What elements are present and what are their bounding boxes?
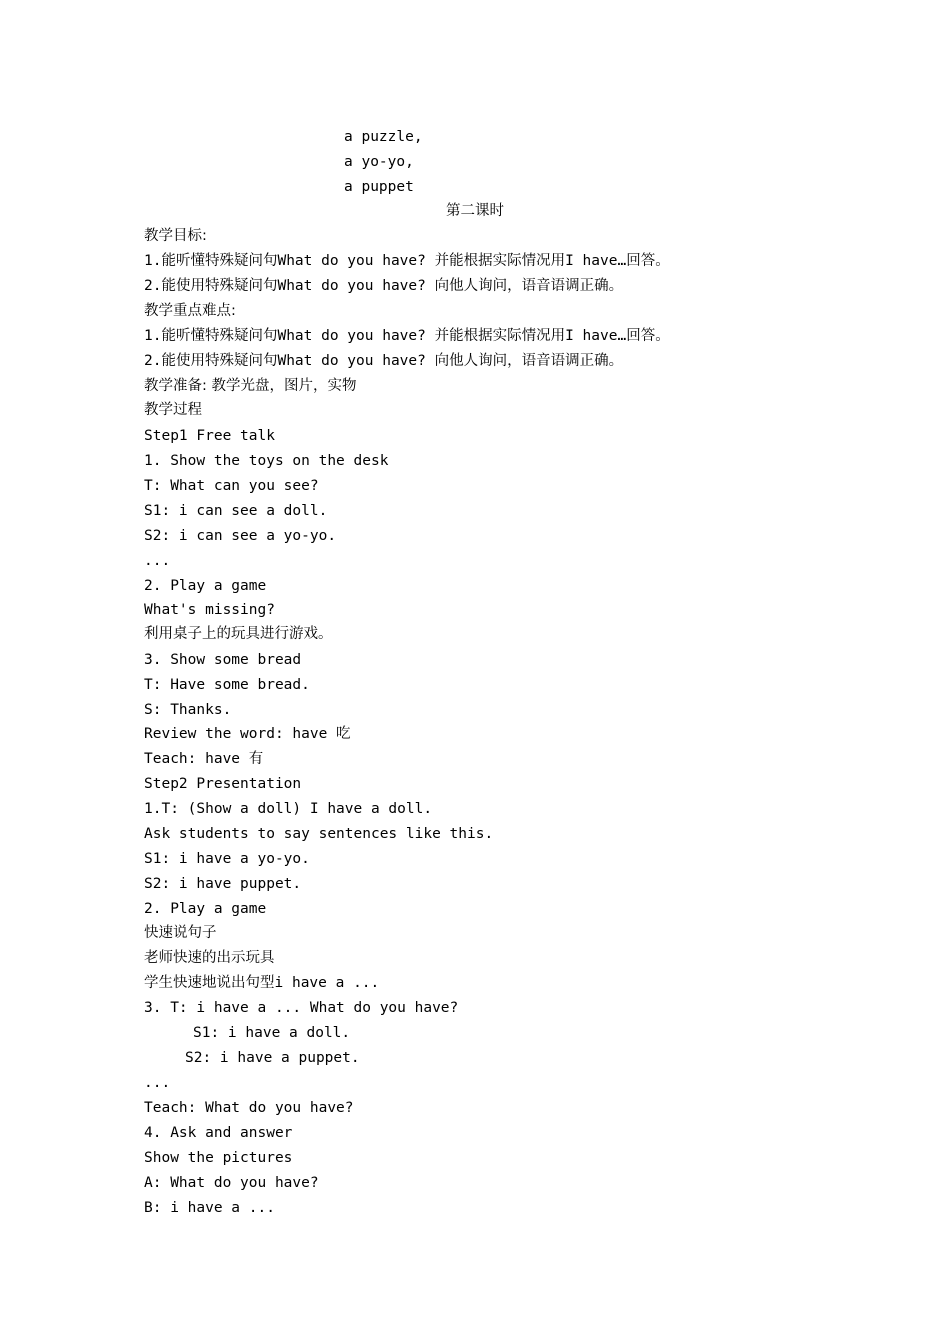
key-point-item: 2.能使用特殊疑问句What do you have? 向他人询问，语音语调正确。 — [144, 353, 624, 369]
intro-list-item: a yo-yo, — [344, 154, 414, 170]
step1-heading: Step1 Free talk — [144, 428, 275, 444]
step2-line: 1.T: (Show a doll) I have a doll. — [144, 801, 433, 817]
step2-heading: Step2 Presentation — [144, 776, 302, 792]
step1-line: 利用桌子上的玩具进行游戏。 — [144, 626, 333, 642]
step2-line: 3. T: i have a ... What do you have? — [144, 1000, 459, 1016]
step2-line: Show the pictures — [144, 1150, 293, 1166]
step2-line: 快速说句子 — [144, 925, 217, 941]
preparation-line: 教学准备: 教学光盘，图片，实物 — [144, 378, 357, 394]
step2-indented-line: S2: i have a puppet. — [185, 1050, 360, 1066]
step1-line: What's missing? — [144, 602, 275, 618]
step2-line: 老师快速的出示玩具 — [144, 950, 275, 966]
step2-line: Teach: What do you have? — [144, 1100, 354, 1116]
step2-line: A: What do you have? — [144, 1175, 319, 1191]
step1-line: 3. Show some bread — [144, 652, 302, 668]
step1-line: T: Have some bread. — [144, 677, 310, 693]
lesson-title: 第二课时 — [446, 203, 504, 219]
step1-line: Review the word: have 吃 — [144, 726, 351, 742]
key-point-item: 1.能听懂特殊疑问句What do you have? 并能根据实际情况用I have…回答。 — [144, 328, 670, 344]
step2-line: 学生快速地说出句型i have a ... — [144, 975, 380, 991]
step2-line: 2. Play a game — [144, 901, 267, 917]
objective-item: 2.能使用特殊疑问句What do you have? 向他人询问，语音语调正确。 — [144, 278, 624, 294]
intro-list-item: a puzzle, — [344, 129, 423, 145]
intro-list-item: a puppet — [344, 179, 414, 195]
process-heading: 教学过程 — [144, 402, 202, 418]
step1-line: S2: i can see a yo-yo. — [144, 528, 337, 544]
step2-line: S1: i have a yo-yo. — [144, 851, 310, 867]
step2-line: ... — [144, 1075, 171, 1091]
step1-line: Teach: have 有 — [144, 751, 264, 767]
objectives-heading: 教学目标: — [144, 228, 207, 244]
step2-line: S2: i have puppet. — [144, 876, 302, 892]
key-points-heading: 教学重点难点: — [144, 303, 236, 319]
step1-line: S: Thanks. — [144, 702, 232, 718]
step1-line: 2. Play a game — [144, 578, 267, 594]
step1-line: S1: i can see a doll. — [144, 503, 328, 519]
step2-line: B: i have a ... — [144, 1200, 275, 1216]
step2-line: 4. Ask and answer — [144, 1125, 293, 1141]
step1-line: T: What can you see? — [144, 478, 319, 494]
step1-line: ... — [144, 553, 171, 569]
objective-item: 1.能听懂特殊疑问句What do you have? 并能根据实际情况用I have…回答。 — [144, 253, 670, 269]
step2-indented-line: S1: i have a doll. — [193, 1025, 351, 1041]
step1-line: 1. Show the toys on the desk — [144, 453, 389, 469]
step2-line: Ask students to say sentences like this. — [144, 826, 494, 842]
